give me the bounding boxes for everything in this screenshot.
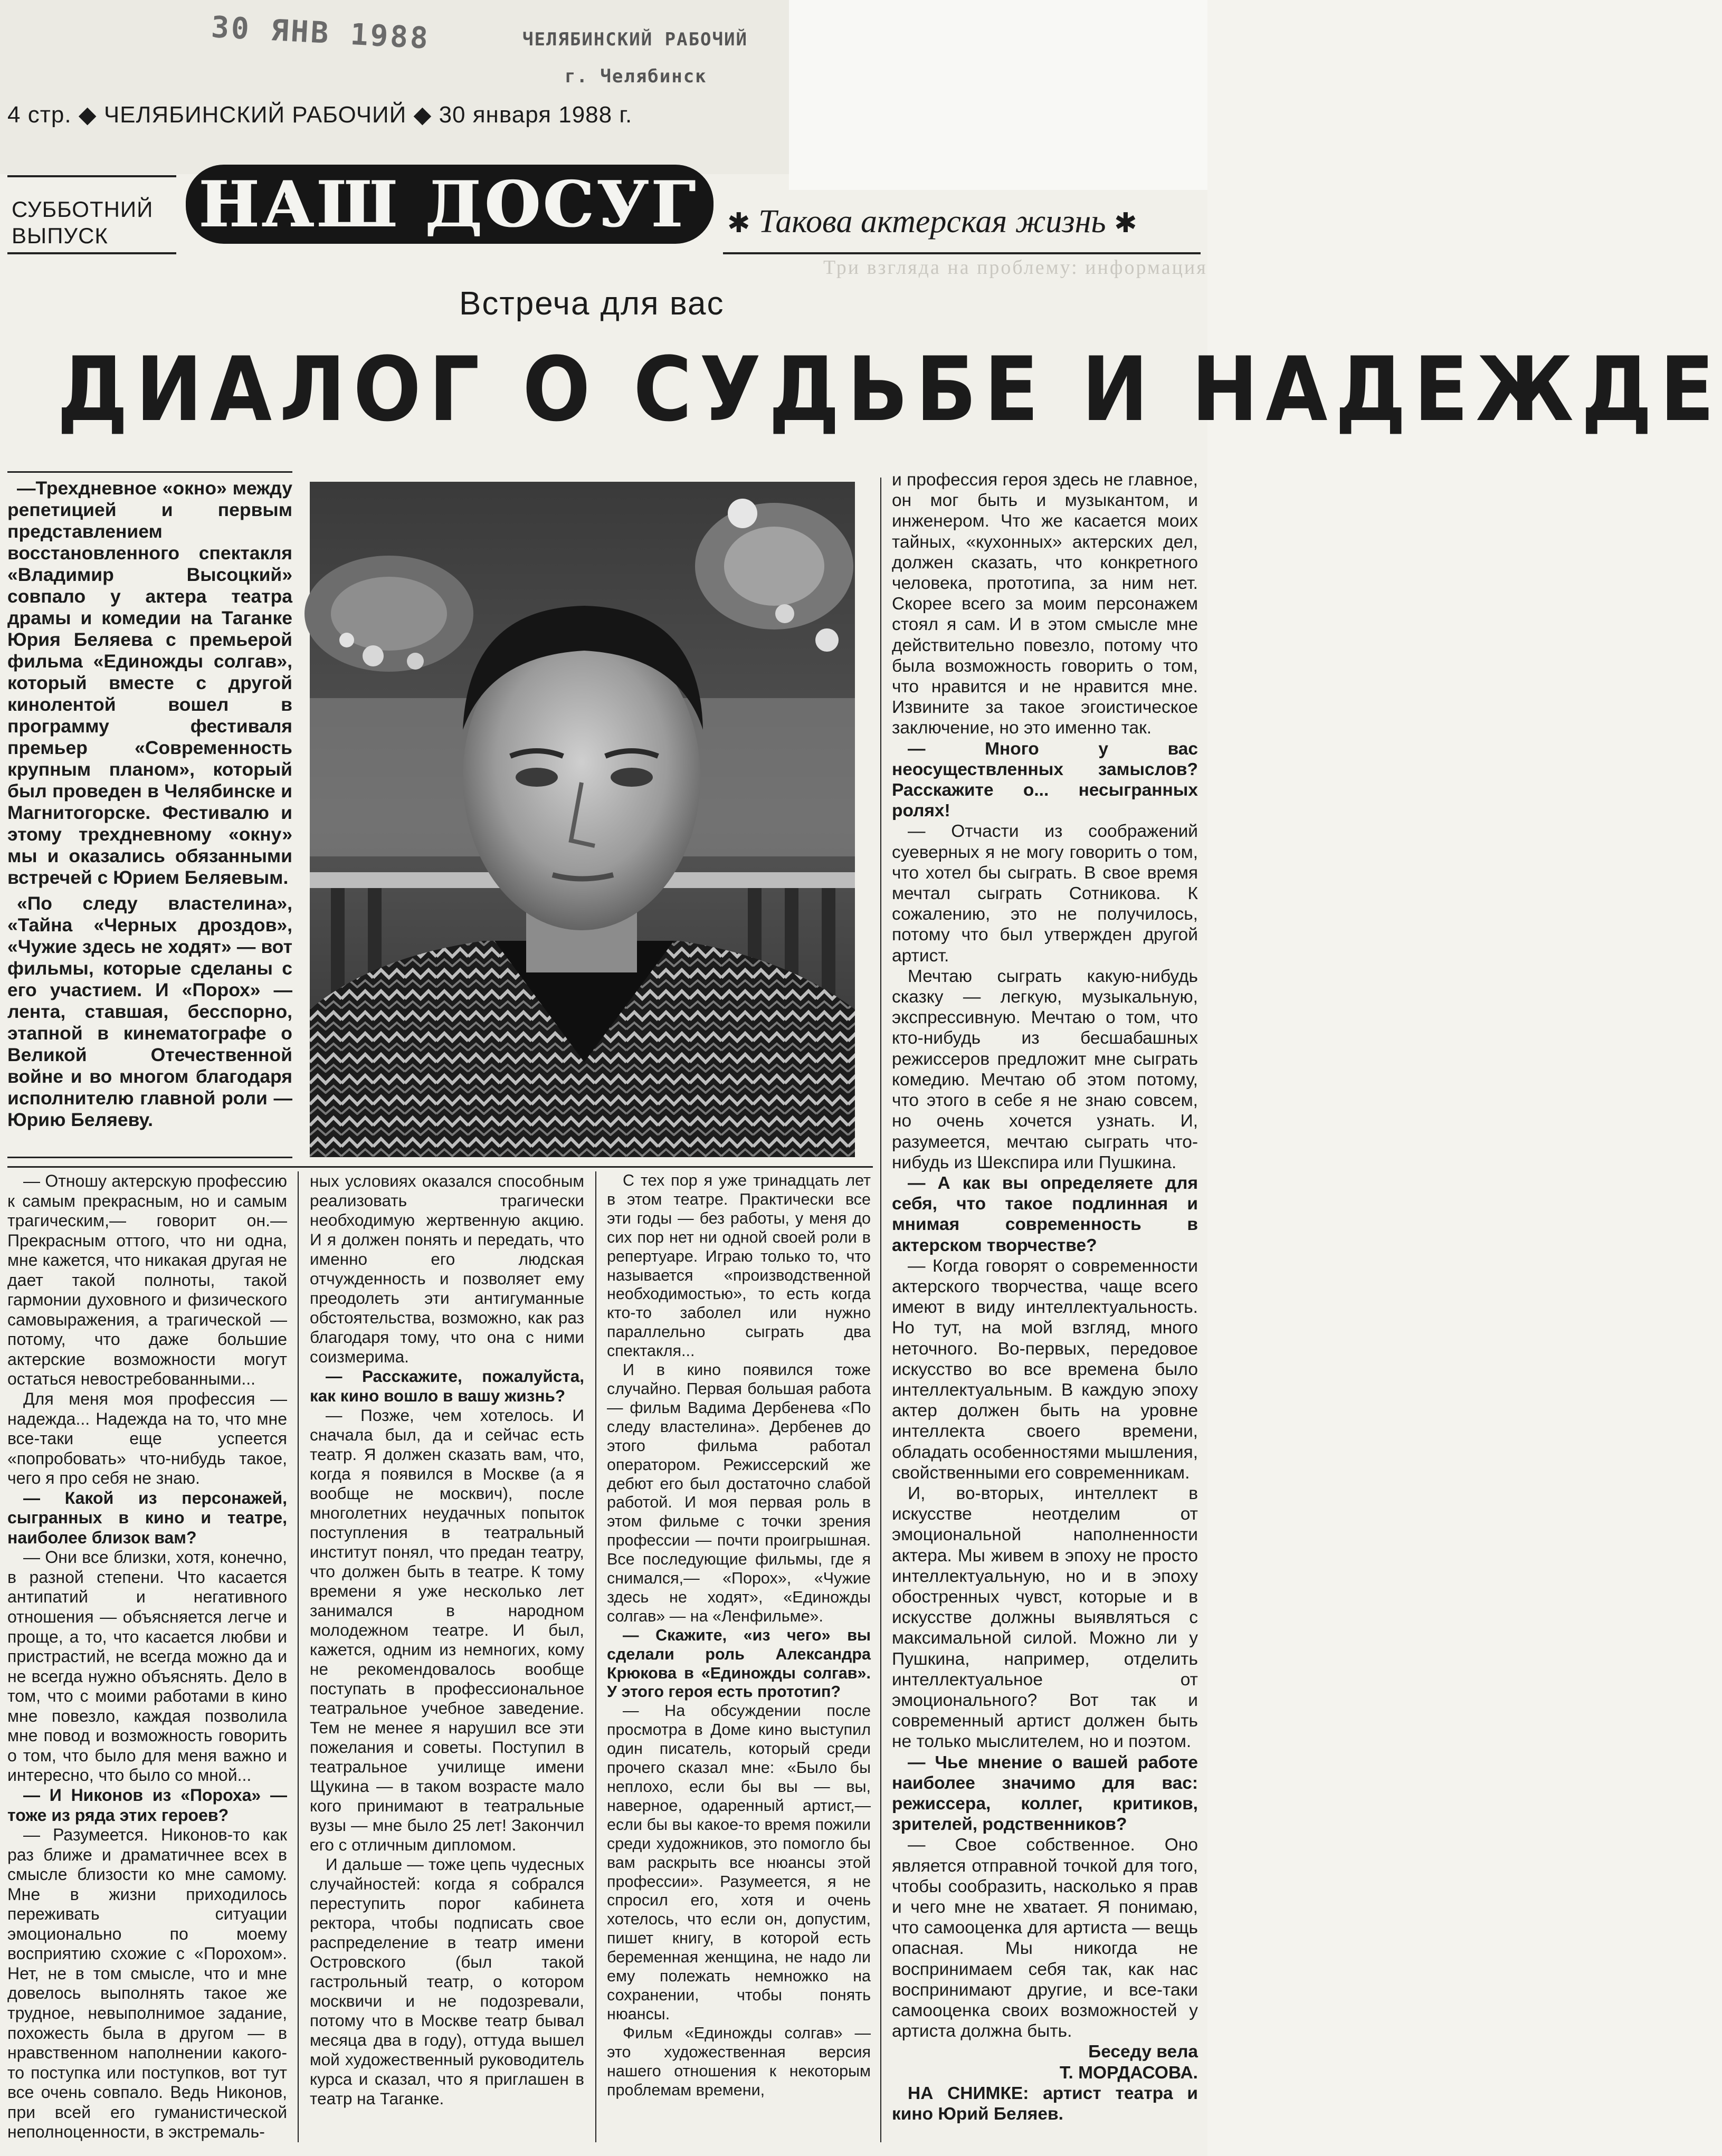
- question: — Много у вас неосуществленных замыслов? Расскажите о... несыгранных ролях!: [892, 739, 1198, 821]
- article-column-1: [7, 1171, 287, 2142]
- rubric: [727, 203, 1137, 241]
- rule-above-lead: [7, 471, 292, 473]
- masthead-title: НАШ ДОСУГ: [199, 167, 700, 242]
- paragraph: — Они все близки, хотя, конечно, в разной степени. Что касается антипатий и негативного отношения — объясняется легче и проще, а то, что касается любви и пристрастий, не всегда можно да и не всегда нужно объяснять. Дело в том, что с моими работами в кино мне повезло, каждая позволила мне повод и возможность говорить о том, что было для меня важно и интересно, что было со мной...: [7, 1548, 287, 1785]
- question: — Чье мнение о вашей работе наиболее значимо для вас: режиссера, коллег, критиков, зрителей, родственников?: [892, 1752, 1198, 1835]
- byline-label: Беседу вела: [1088, 2042, 1198, 2062]
- section-kicker: Встреча для вас: [459, 285, 725, 322]
- paragraph: — Отчасти из соображений суеверных я не могу говорить о том, что хотел бы сыграть. В свое время мечтал сыграть Сотникова. К сожалению, это не получилось, потому что был утвержден другой артист.: [892, 822, 1198, 966]
- paragraph: — На обсуждении после просмотра в Доме кино выступил один писатель, который среди прочего сказал мне: «Было бы неплохо, если бы вы — вы, наверное, одаренный артист,— если бы вы какое-то время пожили среди художников, это помогло бы вам раскрыть все нюансы этой профессии». Разумеется, я не спросил его, хотя и очень хотелось, что если он, допустим, пишет книгу, в которой есть беременная женщина, не надо ли ему полежать немножко на сохранении, чтобы понять нюансы.: [607, 1702, 871, 2023]
- bleed-through-text: Три взгляда на проблему: информация: [823, 256, 1207, 279]
- column-divider-3: [880, 478, 881, 2142]
- question: — Скажите, «из чего» вы сделали роль Александра Крюкова в «Единожды солгав». У этого героя есть прототип?: [607, 1626, 871, 1701]
- article-column-3: [607, 1171, 871, 2100]
- question: — И Никонов из «Пороха» — тоже из ряда этих героев?: [7, 1785, 287, 1825]
- rubric-text: Такова актерская жизнь: [758, 204, 1106, 240]
- byline-author: Т. МОРДАСОВА.: [1059, 2063, 1198, 2083]
- issue-word: ВЫПУСК: [12, 223, 108, 248]
- paragraph: ных условиях оказался способным реализовать трагически необходимую жертвенную акцию. И я должен понять и передать, что именно его людская отчужденность и позволяет ему преодолеть эти антигуманные обстоятельства, возможно, как раз благодаря тому, что она с ними соизмерима.: [310, 1171, 584, 1366]
- right-eye: [611, 768, 653, 787]
- rule-top: [7, 175, 176, 177]
- paragraph: и профессия героя здесь не главное, он мог быть и музыкантом, и инженером. Что же касается моих тайных, «кухонных» актерских дел, должен сказать, что конкретного человека, прототипа, за ним нет. Скорее всего за моим персонажем стоял я сам. И в этом смысле мне действительно повезло, потому что была возможность говорить о том, что нравится и не нравится мне. Извините за такое эгоистическое заключение, но это именно так.: [892, 470, 1198, 738]
- blank-paper-corner: [789, 0, 1207, 190]
- paragraph: Мечтаю сыграть какую-нибудь сказку — легкую, музыкальную, экспрессивную. Мечтаю о том, что кто-нибудь из бесшабашных режиссеров предложит мне сыграть комедию. Мечтаю об этом потому, что этого в себе я не знаю совсем, но очень хочется узнать. И, разумеется, мечтаю сыграть что-нибудь из Шекспира или Пушкина.: [892, 966, 1198, 1172]
- star-icon: ✱: [727, 208, 750, 239]
- paragraph: — Разумеется. Никонов-то как раз ближе и драматичнее всех в смысле близости ко мне самому. Мне в жизни приходилось переживать ситуации эмоционально по моему восприятию схожие с «Порохом». Нет, не в том смысле, что и мне довелось выполнять такое же трудное, невыполнимое задание, похожесть была в другом — в нравственном наполнении какого-то поступка или поступков, вот тут все очень совпало. Ведь Никонов, при всей его гуманистической неполноценности, в экстремаль-: [7, 1825, 287, 2142]
- portrait-illustration: [310, 482, 855, 1157]
- paragraph: — Свое собственное. Оно является отправной точкой для того, чтобы сообразить, насколько я прав и чего мне не хватает. Я понимаю, что самооценка для артиста — вещь опасная. Мы никогда не воспринимаем себя так, как нас воспринимают другие, и все-таки самооценка своих возможностей у артиста должна быть.: [892, 1835, 1198, 2041]
- photo-caption: НА СНИМКЕ: артист театра и кино Юрий Беляев.: [892, 2083, 1198, 2124]
- lead-paragraph: —Трехдневное «окно» между репетицией и первым представлением восстановленного спектакля «Владимир Высоцкий» совпало у актера театра драмы и комедии на Таганке Юрия Беляева с премьерой фильма «Единожды солгав», который вместе с другой кинолентой вошел в программу фестиваля премьер «Современность крупным планом», который был проведен в Челябинске и Магнитогорске. Фестивалю и этому трехдневному «окну» мы и оказались обязанными встречей с Юрием Беляевым.: [7, 478, 292, 888]
- article-column-2: [310, 1171, 584, 2109]
- paragraph: И дальше — тоже цепь чудесных случайностей: когда я собрался переступить порог кабинета ректора, чтобы подписать свое распределение в театр имени Островского (был такой гастрольный театр, о котором москвичи и не подозревали, потому что в Москве театр бывал месяца два в году), оттуда вышел мой художественный руководитель курса и сказал, что я приглашен в театр на Таганке.: [310, 1855, 584, 2108]
- question: — Расскажите, пожалуйста, как кино вошло в вашу жизнь?: [310, 1367, 584, 1405]
- paragraph: И в кино появился тоже случайно. Первая большая работа — фильм Вадима Дербенева «По следу властелина». Дербенев до этого фильма работал оператором. Режиссерский же дебют его был достаточно слабой работой. И моя первая роль в этом фильме с точки зрения профессии — почти проигрышная. Все последующие фильмы, где я снимался,— «Порох», «Чужие здесь не ходят», «Единожды солгав» — на «Ленфильме».: [607, 1361, 871, 1625]
- paragraph: Для меня моя профессия — надежда... Надежда на то, что мне все-таки еще успеется «попробовать» что-нибудь такое, чего я про себя не знаю.: [7, 1389, 287, 1488]
- lead-paragraph: «По следу властелина», «Тайна «Черных дроздов», «Чужие здесь не ходят» — вот фильмы, которые сделаны с его участием. И «Порох» — лента, ставшая, бесспорно, этапной в кинематографе о Великой Отечественной войне и во многом благодаря исполнителю главной роли — Юрию Беляеву.: [7, 893, 292, 1130]
- paragraph: Фильм «Единожды солгав» — это художественная версия нашего отношения к некоторым проблемам времени,: [607, 2024, 871, 2099]
- rule-under-saturday: [7, 252, 176, 254]
- star-icon-right: ✱: [1114, 208, 1137, 239]
- running-head: 4 стр. ◆ ЧЕЛЯБИНСКИЙ РАБОЧИЙ ◆ 30 января 1988 г.: [7, 102, 633, 128]
- paragraph: — Когда говорят о современности актерского творчества, чаще всего имеют в виду интеллектуальность. Но тут, на мой взгляд, много неточного. Во-первых, передовое искусство во все времена было интеллектуальным. В каждую эпоху актер должен быть на уровне интеллекта своего времени, обладать особенностями мышления, свойственными его современникам.: [892, 1256, 1198, 1483]
- archive-date-stamp: 30 ЯНВ 1988: [210, 10, 431, 56]
- question: — А как вы определяете для себя, что такое подлинная и мнимая современность в актерском творчестве?: [892, 1173, 1198, 1255]
- saturday-issue-label: [12, 196, 153, 249]
- chandelier-left: [305, 556, 473, 672]
- paragraph: И, во-вторых, интеллект в искусстве неотделим от эмоциональной наполненности актера. Мы живем в эпоху не просто интеллектуальную, но и в эпоху обостренных чувст, которые и в искусстве должны выявляться с максимальной силой. Можно ли у Пушкина, например, отделить интеллектуальное от эмоционального? Вот так и современный артист должен быть не только мыслителем, но и поэтом.: [892, 1483, 1198, 1752]
- article-headline: ДИАЛОГ О СУДЬБЕ И НАДЕЖДЕ: [57, 338, 1722, 441]
- lead-paragraphs: [7, 478, 292, 1135]
- rule-under-lead: [7, 1157, 292, 1158]
- article-column-4: [892, 470, 1198, 2124]
- column-divider-2: [595, 1171, 596, 2142]
- rule-above-columns: [7, 1166, 873, 1168]
- rule-under-rubric: [723, 252, 1201, 254]
- portrait-photo: [310, 482, 855, 1157]
- section-masthead: [186, 165, 713, 244]
- column-divider-1: [298, 1171, 299, 2142]
- paragraph: — Позже, чем хотелось. И сначала был, да и сейчас есть театр. Я должен сказать вам, что, когда я появился в Москве (а я вообще не москвич), после многолетних неудачных попыток поступления в театральный институт понял, что предан театру, что должен быть в театре. К тому времени я уже несколько лет занимался в народном молодежном театре. И был, кажется, одним из немногих, кому не рекомендовалось вообще поступать в профессиональное театральное учебное заведение. Тем не менее я нарушил все эти пожелания и советы. Поступил в театральное училище имени Щукина — в таком возрасте мало кого принимают в театральные вузы — мне было 25 лет! Закончил его с отличным дипломом.: [310, 1406, 584, 1854]
- paragraph: С тех пор я уже тринадцать лет в этом театре. Практически все эти годы — без работы, у меня до сих пор нет ни одной своей роли в репертуаре. Играю только то, что называется «производственной необходимостью», то есть когда кто-то заболел или нужно параллельно сыграть два спектакля...: [607, 1171, 871, 1360]
- left-eye: [516, 768, 558, 787]
- paragraph: — Отношу актерскую профессию к самым прекрасным, но и самым трагическим,— говорит он.— Прекрасным оттого, что ни одна, мне кажется, что никакая другая не дает такой полноты, такой гармонии духовного и физического самовыражения, а трагической — потому, что даже большие актерские возможности могут остаться невостребованными...: [7, 1171, 287, 1389]
- saturday-word: СУББОТНИЙ: [12, 197, 154, 222]
- question: — Какой из персонажей, сыгранных в кино и театре, наиболее близок вам?: [7, 1488, 287, 1547]
- archive-paper-stamp: ЧЕЛЯБИНСКИЙ РАБОЧИЙ: [522, 29, 748, 50]
- archive-city-stamp: г. Челябинск: [565, 66, 707, 87]
